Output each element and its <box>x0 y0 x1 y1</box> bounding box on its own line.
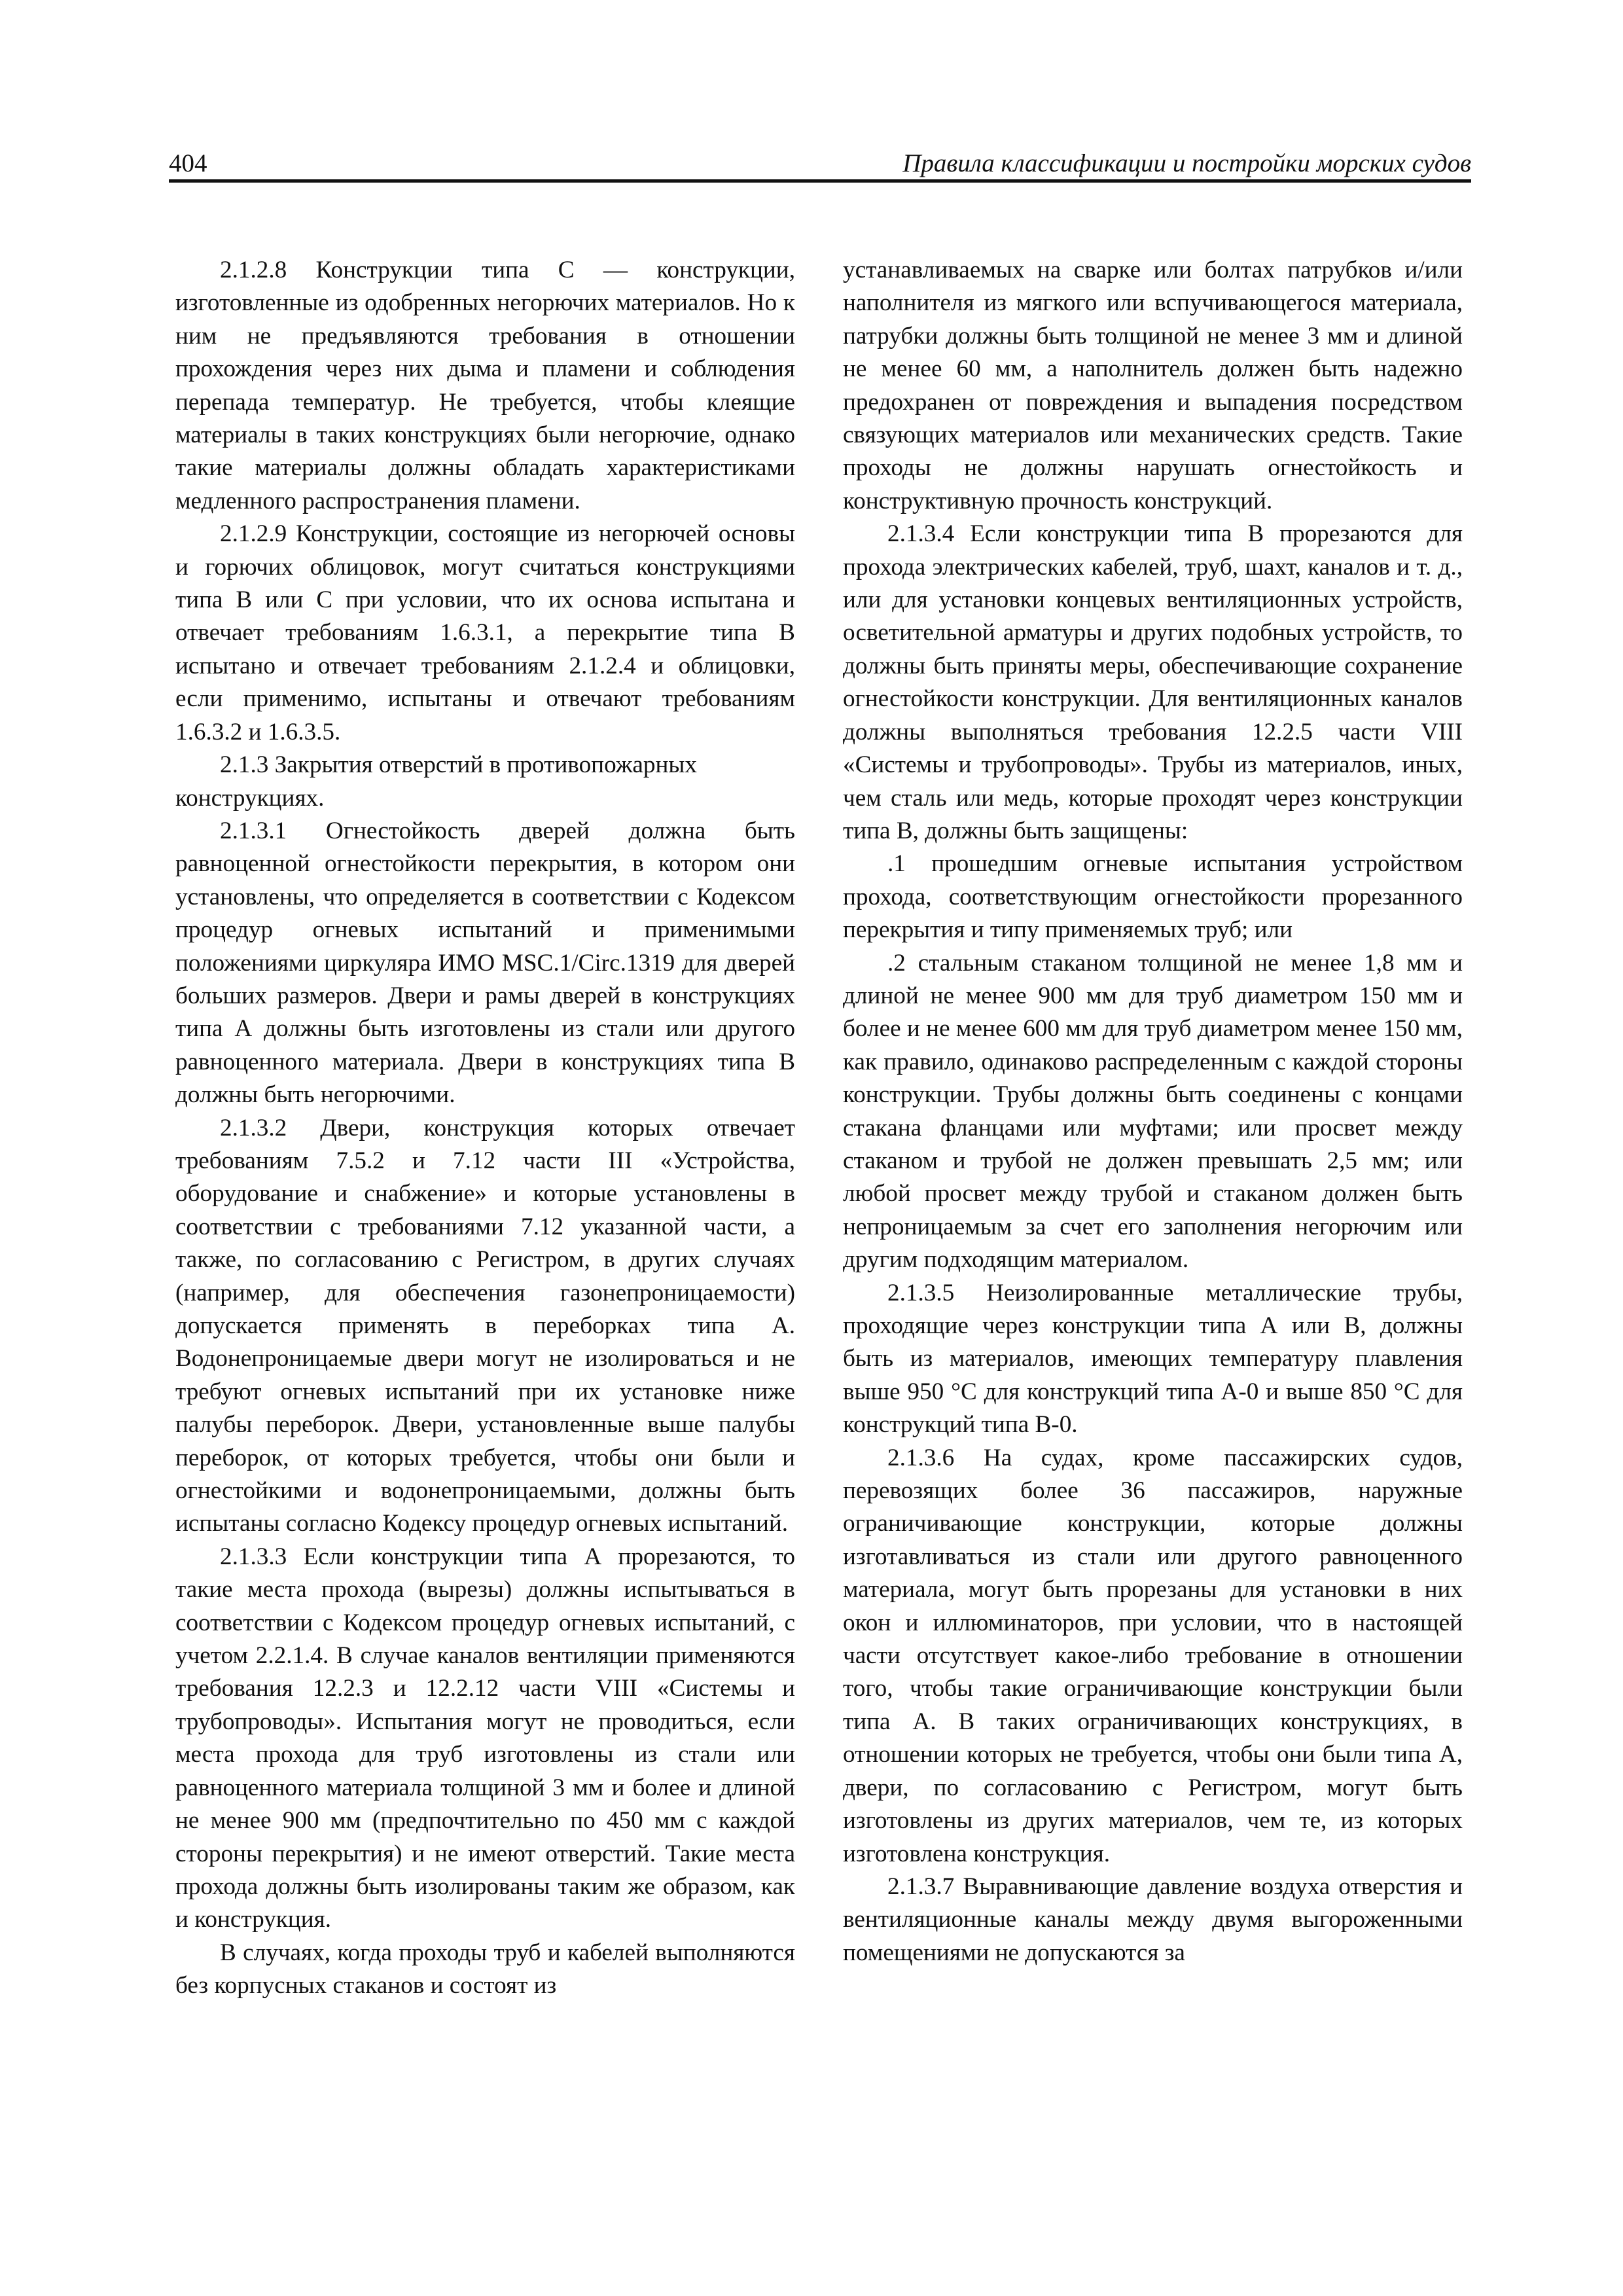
left-column <box>175 254 795 2100</box>
running-title: Правила классификации и постройки морских судов <box>902 149 1471 177</box>
paragraph-2-1-3-1: 2.1.3.1 Огнестойкость дверей должна быть равноценной огнестойкости перекрытия, в котором они установлены, что определяется в соответствии с Кодексом процедур огневых испытаний и применимыми положениями циркуляра ИМО MSC.1/Circ.1319 для дверей больших размеров. Двери и рамы дверей в конструкциях типа А должны быть изготовлены из стали или другого равноценного материала. Двери в конструкциях типа В должны быть негорючими. <box>175 817 795 1109</box>
paragraph-pipes-cables: В случаях, когда проходы труб и кабелей выполняются без корпусных стаканов и состоят из <box>175 1939 795 2000</box>
paragraph-2-1-3-4: 2.1.3.4 Если конструкции типа В прорезаются для прохода электрических кабелей, труб, шахт, каналов и т. д., или для установки концевых вентиляционных устройств, осветительной арматуры и других подобных устройств, то должны быть приняты меры, обеспечивающие сохранение огнестойкости конструкции. Для вентиляционных каналов должны выполняться требования 12.2.5 части VIII «Системы и трубопроводы». Трубы из материалов, иных, чем сталь или медь, которые проходят через конструкции типа В, должны быть защищены: <box>843 520 1463 844</box>
paragraph-2-1-2-8: 2.1.2.8 Конструкции типа С — конструкции, изготовленные из одобренных негорючих материалов. Но к ним не предъявляются требования в отношении прохождения через них дыма и пламени и соблюдения перепада температур. Не требуется, чтобы клеящие материалы в таких конструкциях были негорючие, однако такие материалы должны обладать характеристиками медленного распространения пламени. <box>175 257 795 514</box>
right-column <box>843 254 1463 2100</box>
page-header <box>169 145 1471 182</box>
header-rule <box>169 179 1471 183</box>
section-heading-2-1-3: 2.1.3 Закрытия отверстий в противопожарных конструкциях. <box>175 751 698 812</box>
list-item-2: .2 стальным стаканом толщиной не менее 1,8 мм и длиной не менее 900 мм для труб диаметром 150 мм и более и не менее 600 мм для труб диаметром менее 150 мм, как правило, одинаково распределенным с каждой стороны конструкции. Трубы должны быть соединены с концами стакана фланцами или муфтами; или просвет между стаканом и трубой не должен превышать 2,5 мм; или любой просвет между трубой и стаканом должен быть непроницаемым за счет его заполнения негорючим или другим подходящим материалом. <box>843 949 1463 1274</box>
list-item-1: .1 прошедшим огневые испытания устройством прохода, соответствующим огнестойкости прорезанного перекрытия и типу применяемых труб; или <box>843 850 1463 944</box>
paragraph-2-1-3-3: 2.1.3.3 Если конструкции типа А прорезаются, то такие места прохода (вырезы) должны испытываться в соответствии с Кодексом процедур огневых испытаний, с учетом 2.2.1.4. В случае каналов вентиляции применяются требования 12.2.3 и 12.2.12 части VIII «Системы и трубопроводы». Испытания могут не проводиться, если места прохода для труб изготовлены из стали или равноценного материала толщиной 3 мм и более и длиной не менее 900 мм (предпочтительно по 450 мм с каждой стороны перекрытия) и не имеют отверстий. Такие места прохода должны быть изолированы таким же образом, как и конструкция. <box>175 1543 795 1933</box>
paragraph-continuation: устанавливаемых на сварке или болтах патрубков и/или наполнителя из мягкого или вспучивающегося материала, патрубки должны быть толщиной не менее 3 мм и длиной не менее 60 мм, а наполнитель должен быть надежно предохранен от повреждения и выпадения посредством связующих материалов или механических средств. Такие проходы не должны нарушать огнестойкость и конструктивную прочность конструкций. <box>843 257 1463 514</box>
paragraph-2-1-3-2: 2.1.3.2 Двери, конструкция которых отвечает требованиям 7.5.2 и 7.12 части III «Устройства, оборудование и снабжение» и которые установлены в соответствии с требованиями 7.12 указанной части, а также, по согласованию с Регистром, в других случаях (например, для обеспечения газонепроницаемости) допускается применять в переборках типа А. Водонепроницаемые двери могут не изолироваться и не требуют огневых испытаний при их установке ниже палубы переборок. Двери, установленные выше палубы переборок, от которых требуется, чтобы они были и огнестойкими и водонепроницаемыми, должны быть испытаны согласно Кодексу процедур огневых испытаний. <box>175 1114 795 1537</box>
paragraph-2-1-3-7: 2.1.3.7 Выравнивающие давление воздуха отверстия и вентиляционные каналы между двумя выгороженными помещениями не допускаются за <box>843 1873 1463 1966</box>
paragraph-2-1-3-6: 2.1.3.6 На судах, кроме пассажирских судов, перевозящих более 36 пассажиров, наружные ограничивающие конструкции, которые должны изготавливаться из стали или другого равноценного материала, могут быть прорезаны для установки в них окон и иллюминаторов, при условии, что в настоящей части отсутствует какое-либо требование в отношении того, чтобы такие ограничивающие конструкции были типа А. В таких ограничивающих конструкциях, в отношении которых не требуется, чтобы они были типа А, двери, по согласованию с Регистром, могут быть изготовлены из других материалов, чем те, из которых изготовлена конструкция. <box>843 1444 1463 1867</box>
page-number: 404 <box>169 149 207 177</box>
paragraph-2-1-3-5: 2.1.3.5 Неизолированные металлические трубы, проходящие через конструкции типа А или В, должны быть из материалов, имеющих температуру плавления выше 950 °С для конструкций типа А-0 и выше 850 °С для конструкций типа В-0. <box>843 1279 1463 1439</box>
paragraph-2-1-2-9: 2.1.2.9 Конструкции, состоящие из негорючей основы и горючих облицовок, могут считаться конструкциями типа В или С при условии, что их основа испытана и отвечает требованиям 1.6.3.1, а перекрытие типа В испытано и отвечает требованиям 2.1.2.4 и облицовки, если применимо, испытаны и отвечают требованиям 1.6.3.2 и 1.6.3.5. <box>175 520 795 745</box>
